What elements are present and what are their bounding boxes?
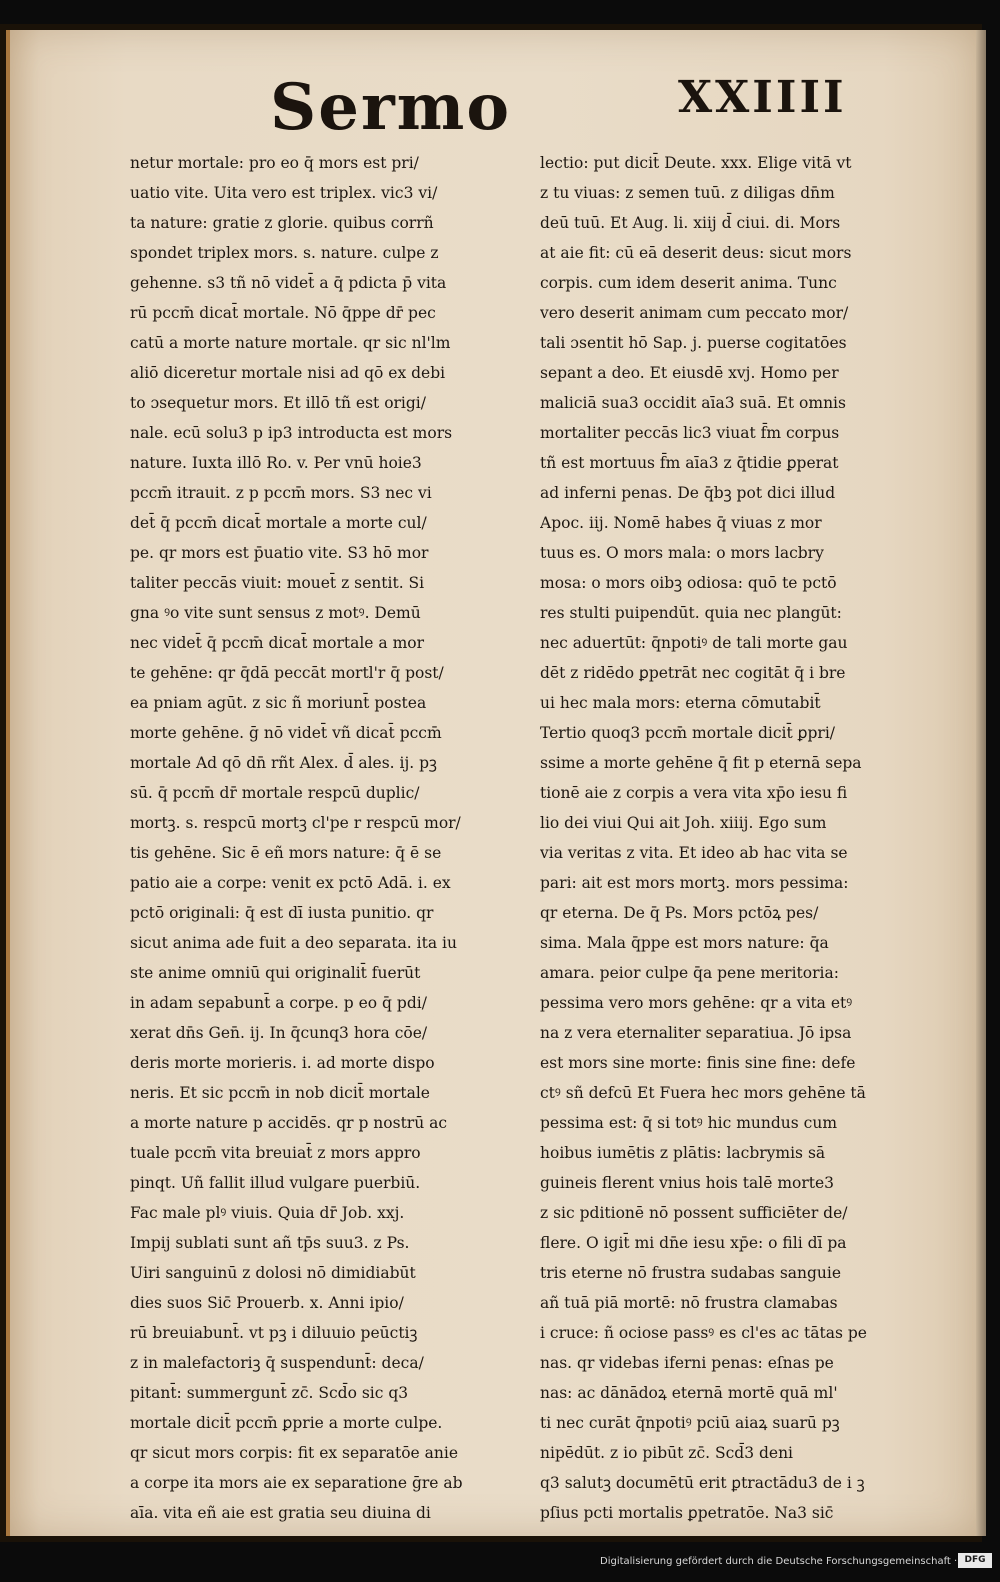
text-line: pessima est: q̄ si totꝰ hic mundus cum: [540, 1114, 838, 1132]
text-line: nipēdūt. z io pibūt zc̄. Scd̄3 deni: [540, 1444, 794, 1462]
text-line: res stulti puipendūt. quia nec plangūt:: [540, 604, 842, 622]
folio-number: XXIIII: [678, 72, 847, 123]
text-line: mortaliter peccās lic3 viuat f̄m corpus: [540, 424, 840, 442]
text-line: spondet triplex mors. s. nature. culpe z: [130, 244, 439, 262]
text-line: patio aie a corpe: venit ex pctō Adā. i. ex: [130, 874, 451, 892]
text-line: ssime a morte gehēne q̄ fit p eternā sepa: [540, 754, 862, 772]
text-line: qr sicut mors corpis: fit ex separatōe anie: [130, 1444, 459, 1462]
text-line: pſius pcti mortalis ꝑpetratōe. Na3 sic̄: [540, 1504, 834, 1522]
text-line: nale. ecū solu3 p ip3 introducta est mors: [130, 424, 453, 442]
text-line: tuale pccm̄ vita breuiat̄ z mors appro: [130, 1144, 421, 1162]
text-line: guineis flerent vnius hois talē morte3: [540, 1174, 835, 1192]
text-line: via veritas z vita. Et ideo ab hac vita se: [540, 844, 848, 862]
text-line: aīa. vita eñ aie est gratia seu diuina di: [130, 1504, 431, 1522]
left-text-column: [130, 148, 560, 1528]
text-line: corpis. cum idem deserit anima. Tunc: [540, 274, 837, 292]
text-line: mortale Ad qō dn̄ rñt Alex. d̄ ales. ij. pꝫ: [130, 754, 437, 772]
text-line: pctō originali: q̄ est dī iusta punitio. qr: [130, 904, 434, 922]
text-line: maliciā sua3 occidit aīa3 suā. Et omnis: [540, 394, 846, 412]
text-line: tñ est mortuus f̄m aīa3 z q̄tidie ꝑperat: [540, 454, 839, 472]
text-line: nas: ac dānādoꝝ eternā mortē quā ml': [540, 1384, 838, 1402]
text-line: dies suos Sic̄ Prouerb. x. Anni ipio/: [130, 1294, 404, 1312]
text-line: det̄ q̄ pccm̄ dicat̄ mortale a morte cul/: [130, 514, 427, 532]
text-line: na z vera eternaliter separatiua. Jō ipsa: [540, 1024, 852, 1042]
text-line: nature. Iuxta illō Ro. v. Per vnū hoie3: [130, 454, 422, 472]
text-line: pessima vero mors gehēne: qr a vita etꝰ: [540, 994, 853, 1012]
text-line: rū breuiabunt̄. vt pꝫ i diluuio peūctiꝫ: [130, 1324, 418, 1342]
text-line: sū. q̄ pccm̄ dr̄ mortale respcū duplic/: [130, 784, 420, 802]
text-line: catū a morte nature mortale. qr sic nl'lm: [130, 334, 451, 352]
text-line: tuus es. O mors mala: o mors lacbry: [540, 544, 824, 562]
text-line: pe. qr mors est p̄uatio vite. S3 hō mor: [130, 544, 429, 562]
text-line: ta nature: gratie z glorie. quibus corrñ: [130, 214, 434, 232]
text-line: uatio vite. Uita vero est triplex. vic3 vi/: [130, 184, 438, 202]
text-line: pccm̄ itrauit. z p pccm̄ mors. S3 nec vi: [130, 484, 432, 502]
text-line: mosa: o mors oibꝫ odiosa: quō te pctō: [540, 574, 837, 592]
text-line: q3 salutꝫ documētū erit ꝑtractādu3 de i ꝫ: [540, 1474, 865, 1492]
digitization-credit: Digitalisierung gefördert durch die Deutsche Forschungsgemeinschaft ·: [600, 1556, 958, 1567]
text-line: Fac male plꝰ viuis. Quia dr̄ Job. xxj.: [130, 1204, 405, 1222]
text-line: tali ɔsentit hō Sap. j. puerse cogitatōes: [540, 334, 847, 352]
text-line: amara. peior culpe q̄a pene meritoria:: [540, 964, 839, 982]
text-line: rū pccm̄ dicat̄ mortale. Nō q̄ppe dr̄ pec: [130, 304, 436, 322]
text-line: añ tuā piā mortē: nō frustra clamabas: [540, 1294, 838, 1312]
text-line: pari: ait est mors mortꝫ. mors pessima:: [540, 874, 849, 892]
text-line: deris morte morieris. i. ad morte dispo: [130, 1054, 435, 1072]
text-line: lectio: put dicit̄ Deute. xxx. Elige vitā vt: [540, 154, 852, 172]
text-line: Tertio quoq3 pccm̄ mortale dicit̄ ꝑpri/: [540, 724, 836, 742]
text-line: hoibus iumētis z plātis: lacbrymis sā: [540, 1144, 826, 1162]
text-line: ea pniam agūt. z sic ñ moriunt̄ postea: [130, 694, 427, 712]
text-line: deū tuū. Et Aug. li. xiij d̄ ciui. di. Mors: [540, 214, 841, 232]
text-line: ui hec mala mors: eterna cōmutabit̄: [540, 694, 821, 712]
text-line: z sic pditionē nō possent sufficiēter de/: [540, 1204, 848, 1222]
text-line: sima. Mala q̄ppe est mors nature: q̄a: [540, 934, 829, 952]
text-line: pitant̄: summergunt̄ zc̄. Scd̄o sic q3: [130, 1384, 409, 1402]
text-line: nas. qr videbas iferni penas: eſnas pe: [540, 1354, 834, 1372]
text-line: a corpe ita mors aie ex separatione ḡre ab: [130, 1474, 463, 1492]
text-line: dēt z ridēdo ꝑpetrāt nec cogitāt q̄ i bre: [540, 664, 846, 682]
text-line: ad inferni penas. De q̄bꝫ pot dici illud: [540, 484, 836, 502]
text-line: i cruce: ñ ociose passꝰ es cl'es ac tātas pe: [540, 1324, 867, 1342]
text-line: ctꝰ sñ defcū Et Fuera hec mors gehēne tā: [540, 1084, 866, 1102]
text-line: te gehēne: qr q̄dā peccāt mortl'r q̄ post/: [130, 664, 444, 682]
text-line: tionē aie z corpis a vera vita xp̄o iesu fi: [540, 784, 848, 802]
text-line: neris. Et sic pccm̄ in nob dicit̄ mortale: [130, 1084, 430, 1102]
text-line: z in malefactoriꝫ q̄ suspendunt̄: deca/: [130, 1354, 424, 1372]
text-line: in adam sepabunt̄ a corpe. p eo q̄ pdi/: [130, 994, 427, 1012]
text-line: tis gehēne. Sic ē eñ mors nature: q̄ ē se: [130, 844, 442, 862]
text-line: qr eterna. De q̄ Ps. Mors pctōꝝ pes/: [540, 904, 819, 922]
text-line: mortale dicit̄ pccm̄ ꝑprie a morte culpe.: [130, 1414, 443, 1432]
text-line: gehenne. s3 tñ nō videt̄ a q̄ pdicta p̄ vita: [130, 274, 447, 292]
text-line: sicut anima ade fuit a deo separata. ita iu: [130, 934, 457, 952]
text-line: lio dei viui Qui ait Joh. xiiij. Ego sum: [540, 814, 827, 832]
text-line: Impij sublati sunt añ tp̄s suu3. z Ps.: [130, 1234, 410, 1252]
dfg-logo: DFG: [958, 1553, 992, 1568]
text-line: flere. O igit̄ mi dn̄e iesu xp̄e: o fili dī pa: [540, 1234, 847, 1252]
text-line: gna ꝰo vite sunt sensus z motꝰ. Demū: [130, 604, 421, 622]
text-line: aliō diceretur mortale nisi ad qō ex debi: [130, 364, 446, 382]
text-line: Uiri sanguinū z dolosi nō dimidiabūt: [130, 1264, 416, 1282]
text-line: taliter peccās viuit: mouet̄ z sentit. Si: [130, 574, 425, 592]
text-line: a morte nature p accidēs. qr p nostrū ac: [130, 1114, 448, 1132]
running-head: Sermo: [270, 70, 512, 145]
text-line: nec aduertūt: q̄npotiꝰ de tali morte gau: [540, 634, 848, 652]
text-line: to ɔsequetur mors. Et illō tñ est origi/: [130, 394, 426, 412]
text-line: ste anime omniū qui originalit̄ fuerūt: [130, 964, 421, 982]
text-line: pinqt. Uñ fallit illud vulgare puerbiū.: [130, 1174, 421, 1192]
text-line: mortꝫ. s. respcū mortꝫ cl'pe r respcū mor/: [130, 814, 461, 832]
right-text-column: [540, 148, 960, 1528]
text-line: xerat dn̄s Gen̄. ij. In q̄cunq3 hora cōe/: [130, 1024, 428, 1042]
text-line: at aie fit: cū eā deserit deus: sicut mors: [540, 244, 852, 262]
text-line: vero deserit animam cum peccato mor/: [540, 304, 849, 322]
text-line: sepant a deo. Et eiusdē xvj. Homo per: [540, 364, 839, 382]
text-line: morte gehēne. ḡ nō videt̄ vñ dicat̄ pccm̄: [130, 724, 442, 742]
text-line: nec videt̄ q̄ pccm̄ dicat̄ mortale a mor: [130, 634, 425, 652]
text-line: z tu viuas: z semen tuū. z diligas dn̄m: [540, 184, 835, 202]
text-line: ti nec curāt q̄npotiꝰ pciū aiaꝝ suarū pꝫ: [540, 1414, 840, 1432]
text-line: tris eterne nō frustra sudabas sanguie: [540, 1264, 842, 1282]
text-line: est mors sine morte: finis sine fine: defe: [540, 1054, 856, 1072]
text-line: Apoc. iij. Nomē habes q̄ viuas z mor: [540, 514, 822, 532]
text-line: netur mortale: pro eo q̄ mors est pri/: [130, 154, 419, 172]
page-edge: [976, 30, 986, 1536]
